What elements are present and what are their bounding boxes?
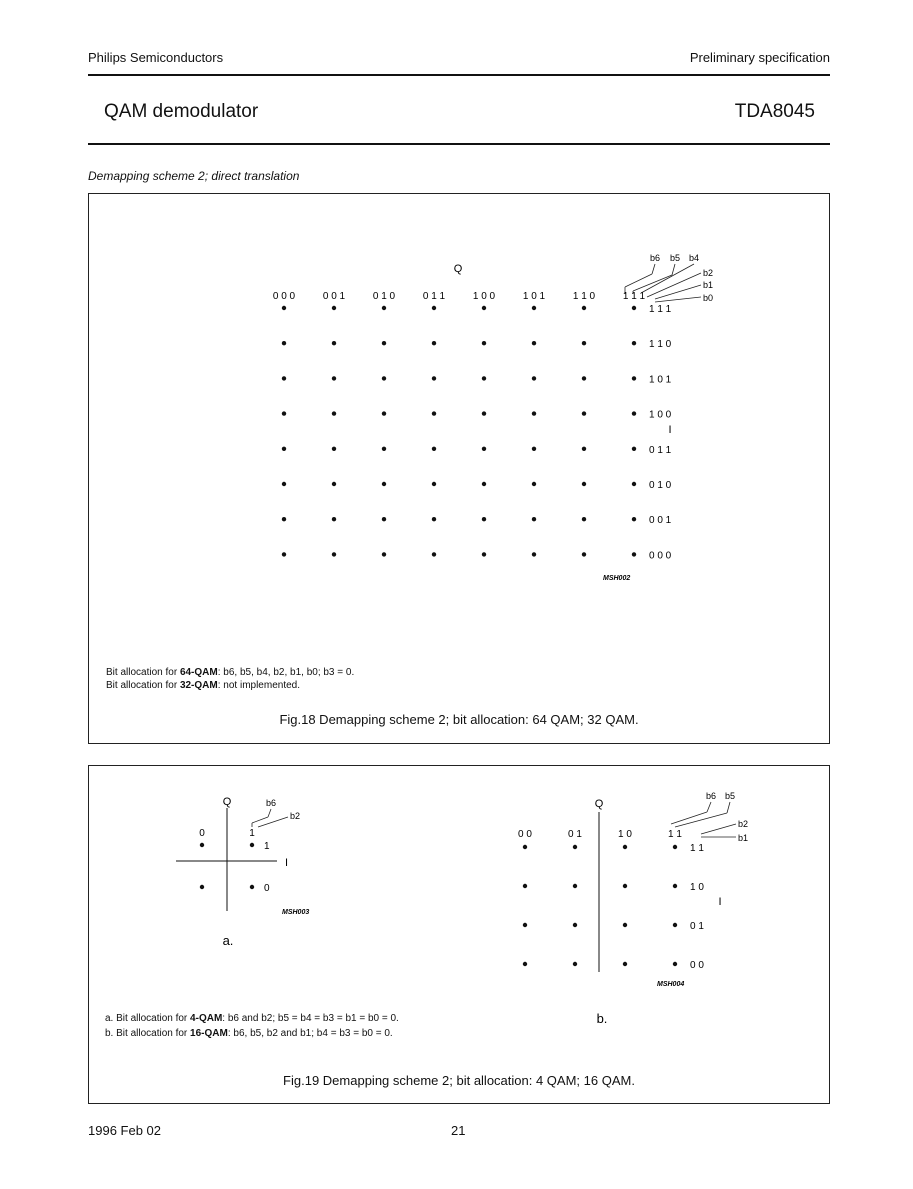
figure-19-box <box>88 765 830 1104</box>
constellation-point-11-10 <box>673 884 677 888</box>
column-code-00: 0 0 <box>518 829 532 840</box>
constellation-point-100-001 <box>482 517 486 521</box>
constellation-point-11-11 <box>673 845 677 849</box>
point-11 <box>250 843 254 847</box>
row-code-011: 0 1 1 <box>649 444 672 456</box>
q-axis-label-b: Q <box>594 798 604 810</box>
figure-id: MSH002 <box>603 575 631 582</box>
figure-19-constellations <box>89 766 829 1103</box>
constellation-point-011-100 <box>432 411 436 415</box>
constellation-point-000-001 <box>282 517 286 521</box>
column-code-011: 0 1 1 <box>422 291 446 302</box>
row-code-001: 0 0 1 <box>649 515 672 527</box>
column-code-101: 1 0 1 <box>522 291 546 302</box>
figure-18-box <box>88 193 830 744</box>
sub-label-a: a. <box>222 933 234 948</box>
bit-label-b6: b6 <box>649 253 661 263</box>
constellation-point-110-111 <box>582 306 586 310</box>
constellation-point-100-000 <box>482 552 486 556</box>
constellation-points-b <box>523 845 677 966</box>
bit-label-b2: b2 <box>703 268 714 278</box>
i-axis-label: I <box>668 424 672 436</box>
constellation-point-111-101 <box>632 376 636 380</box>
bit-allocation-note-64qam: Bit allocation for 64-QAM: b6, b5, b4, b2, b1, b0; b3 = 0. <box>106 667 355 678</box>
column-code-111: 1 1 1 <box>622 291 646 302</box>
16qam-diagram <box>518 791 748 1026</box>
constellation-point-01-10 <box>573 884 577 888</box>
constellation-point-001-001 <box>332 517 336 521</box>
point-00 <box>200 885 204 889</box>
bit-label-b5: b5 <box>669 253 681 263</box>
constellation-point-010-001 <box>382 517 386 521</box>
constellation-point-00-00 <box>523 962 527 966</box>
column-code-000: 0 0 0 <box>272 291 296 302</box>
constellation-point-111-000 <box>632 552 636 556</box>
part-number: TDA8045 <box>734 101 815 122</box>
company-name: Philips Semiconductors <box>88 50 224 65</box>
constellation-point-101-001 <box>532 517 536 521</box>
bit-label-b6-a: b6 <box>265 798 277 808</box>
bit-allocation-note-4qam: a. Bit allocation for 4-QAM: b6 and b2; b5 = b4 = b3 = b1 = b0 = 0. <box>105 1013 399 1024</box>
i-axis-label-a: I <box>285 857 289 869</box>
constellation-point-111-110 <box>632 341 636 345</box>
constellation-point-000-011 <box>282 447 286 451</box>
document-type: Preliminary specification <box>689 50 830 65</box>
constellation-point-100-111 <box>482 306 486 310</box>
constellation-point-101-110 <box>532 341 536 345</box>
constellation-point-00-01 <box>523 923 527 927</box>
constellation-point-100-010 <box>482 482 486 486</box>
constellation-point-011-000 <box>432 552 436 556</box>
figure-18-constellation <box>89 194 829 743</box>
constellation-point-001-000 <box>332 552 336 556</box>
constellation-point-101-010 <box>532 482 536 486</box>
column-code-001: 0 0 1 <box>322 291 346 302</box>
column-code-110: 1 1 0 <box>572 291 596 302</box>
column-code-1: 1 <box>249 828 255 839</box>
row-code-100: 1 0 0 <box>649 409 672 421</box>
header-rule-bottom <box>88 143 830 145</box>
footer-date: 1996 Feb 02 <box>88 1123 162 1138</box>
constellation-point-111-111 <box>632 306 636 310</box>
constellation-point-010-010 <box>382 482 386 486</box>
column-code-11: 1 1 <box>668 829 682 840</box>
constellation-point-10-01 <box>623 923 627 927</box>
constellation-point-000-010 <box>282 482 286 486</box>
i-axis-label-b: I <box>718 896 722 908</box>
q-axis-label-a: Q <box>222 796 232 808</box>
constellation-point-001-101 <box>332 376 336 380</box>
point-10 <box>250 885 254 889</box>
constellation-point-00-10 <box>523 884 527 888</box>
constellation-point-100-100 <box>482 411 486 415</box>
sub-label-b: b. <box>596 1011 608 1026</box>
constellation-points <box>282 306 636 557</box>
constellation-point-111-011 <box>632 447 636 451</box>
row-code-110: 1 1 0 <box>649 339 672 351</box>
constellation-point-010-000 <box>382 552 386 556</box>
column-code-01: 0 1 <box>568 829 582 840</box>
bit-label-b2-b: b2 <box>738 819 749 829</box>
constellation-point-011-111 <box>432 306 436 310</box>
constellation-point-111-010 <box>632 482 636 486</box>
constellation-point-10-11 <box>623 845 627 849</box>
constellation-point-110-100 <box>582 411 586 415</box>
constellation-point-11-01 <box>673 923 677 927</box>
bit-label-b4: b4 <box>688 253 700 263</box>
document-title: QAM demodulator <box>104 101 259 122</box>
figure-id-b: MSH004 <box>657 981 685 988</box>
constellation-point-000-000 <box>282 552 286 556</box>
figure-id-a: MSH003 <box>282 909 310 916</box>
bit-label-b1-b: b1 <box>738 833 749 843</box>
constellation-point-000-111 <box>282 306 286 310</box>
constellation-point-011-011 <box>432 447 436 451</box>
column-code-10: 1 0 <box>618 829 632 840</box>
constellation-point-011-001 <box>432 517 436 521</box>
constellation-point-010-100 <box>382 411 386 415</box>
4qam-diagram <box>176 796 309 948</box>
row-code-01: 0 1 <box>690 921 704 932</box>
constellation-point-00-11 <box>523 845 527 849</box>
constellation-point-01-11 <box>573 845 577 849</box>
row-code-111: 1 1 1 <box>649 304 672 315</box>
bit-allocation-note-16qam: b. Bit allocation for 16-QAM: b6, b5, b2 and b1; b4 = b3 = b0 = 0. <box>105 1028 393 1039</box>
constellation-point-10-10 <box>623 884 627 888</box>
constellation-point-110-011 <box>582 447 586 451</box>
row-code-00: 0 0 <box>690 960 704 971</box>
row-code-010: 0 1 0 <box>649 480 672 491</box>
column-code-100: 1 0 0 <box>472 291 496 302</box>
constellation-point-101-101 <box>532 376 536 380</box>
constellation-point-100-101 <box>482 376 486 380</box>
constellation-point-010-111 <box>382 306 386 310</box>
constellation-point-001-111 <box>332 306 336 310</box>
constellation-point-000-100 <box>282 411 286 415</box>
figure-18-caption: Fig.18 Demapping scheme 2; bit allocation: 64 QAM; 32 QAM. <box>279 712 639 727</box>
constellation-point-110-000 <box>582 552 586 556</box>
constellation-point-001-100 <box>332 411 336 415</box>
column-code-0: 0 <box>199 828 205 839</box>
constellation-point-011-101 <box>432 376 436 380</box>
section-caption: Demapping scheme 2; direct translation <box>88 169 300 183</box>
bit-label-b0: b0 <box>703 293 714 303</box>
header-rule-top <box>88 74 830 76</box>
point-01 <box>200 843 204 847</box>
constellation-point-000-101 <box>282 376 286 380</box>
row-code-10: 1 0 <box>690 882 704 893</box>
constellation-point-011-010 <box>432 482 436 486</box>
constellation-point-001-110 <box>332 341 336 345</box>
constellation-point-001-011 <box>332 447 336 451</box>
bit-label-b6-b: b6 <box>705 791 717 801</box>
constellation-point-01-00 <box>573 962 577 966</box>
bit-label-b1: b1 <box>703 280 714 290</box>
row-code-101: 1 0 1 <box>649 374 672 386</box>
constellation-point-111-001 <box>632 517 636 521</box>
constellation-point-100-110 <box>482 341 486 345</box>
column-code-labels <box>273 291 646 302</box>
constellation-point-011-110 <box>432 341 436 345</box>
constellation-point-010-011 <box>382 447 386 451</box>
bit-allocation-note-32qam: Bit allocation for 32-QAM: not implemented. <box>106 680 300 691</box>
figure-19-caption: Fig.19 Demapping scheme 2; bit allocation: 4 QAM; 16 QAM. <box>283 1073 635 1088</box>
row-code-000: 0 0 0 <box>649 550 672 562</box>
constellation-point-110-010 <box>582 482 586 486</box>
constellation-point-11-00 <box>673 962 677 966</box>
bit-label-b5-b: b5 <box>724 791 736 801</box>
column-code-labels-b <box>518 829 682 840</box>
constellation-point-101-100 <box>532 411 536 415</box>
constellation-point-010-101 <box>382 376 386 380</box>
constellation-point-01-01 <box>573 923 577 927</box>
footer-page-number: 21 <box>451 1123 466 1138</box>
constellation-point-101-111 <box>532 306 536 310</box>
constellation-point-110-110 <box>582 341 586 345</box>
constellation-point-111-100 <box>632 411 636 415</box>
constellation-point-010-110 <box>382 341 386 345</box>
constellation-point-000-110 <box>282 341 286 345</box>
q-axis-label: Q <box>453 263 463 275</box>
constellation-point-101-011 <box>532 447 536 451</box>
constellation-point-101-000 <box>532 552 536 556</box>
row-code-0: 0 <box>264 883 270 894</box>
column-code-010: 0 1 0 <box>372 291 396 302</box>
constellation-point-10-00 <box>623 962 627 966</box>
row-code-1: 1 <box>264 841 270 852</box>
constellation-point-110-001 <box>582 517 586 521</box>
constellation-point-001-010 <box>332 482 336 486</box>
row-code-11: 1 1 <box>690 843 704 854</box>
constellation-point-110-101 <box>582 376 586 380</box>
constellation-point-100-011 <box>482 447 486 451</box>
bit-label-b2-a: b2 <box>290 811 301 821</box>
row-code-labels-b <box>690 843 704 971</box>
